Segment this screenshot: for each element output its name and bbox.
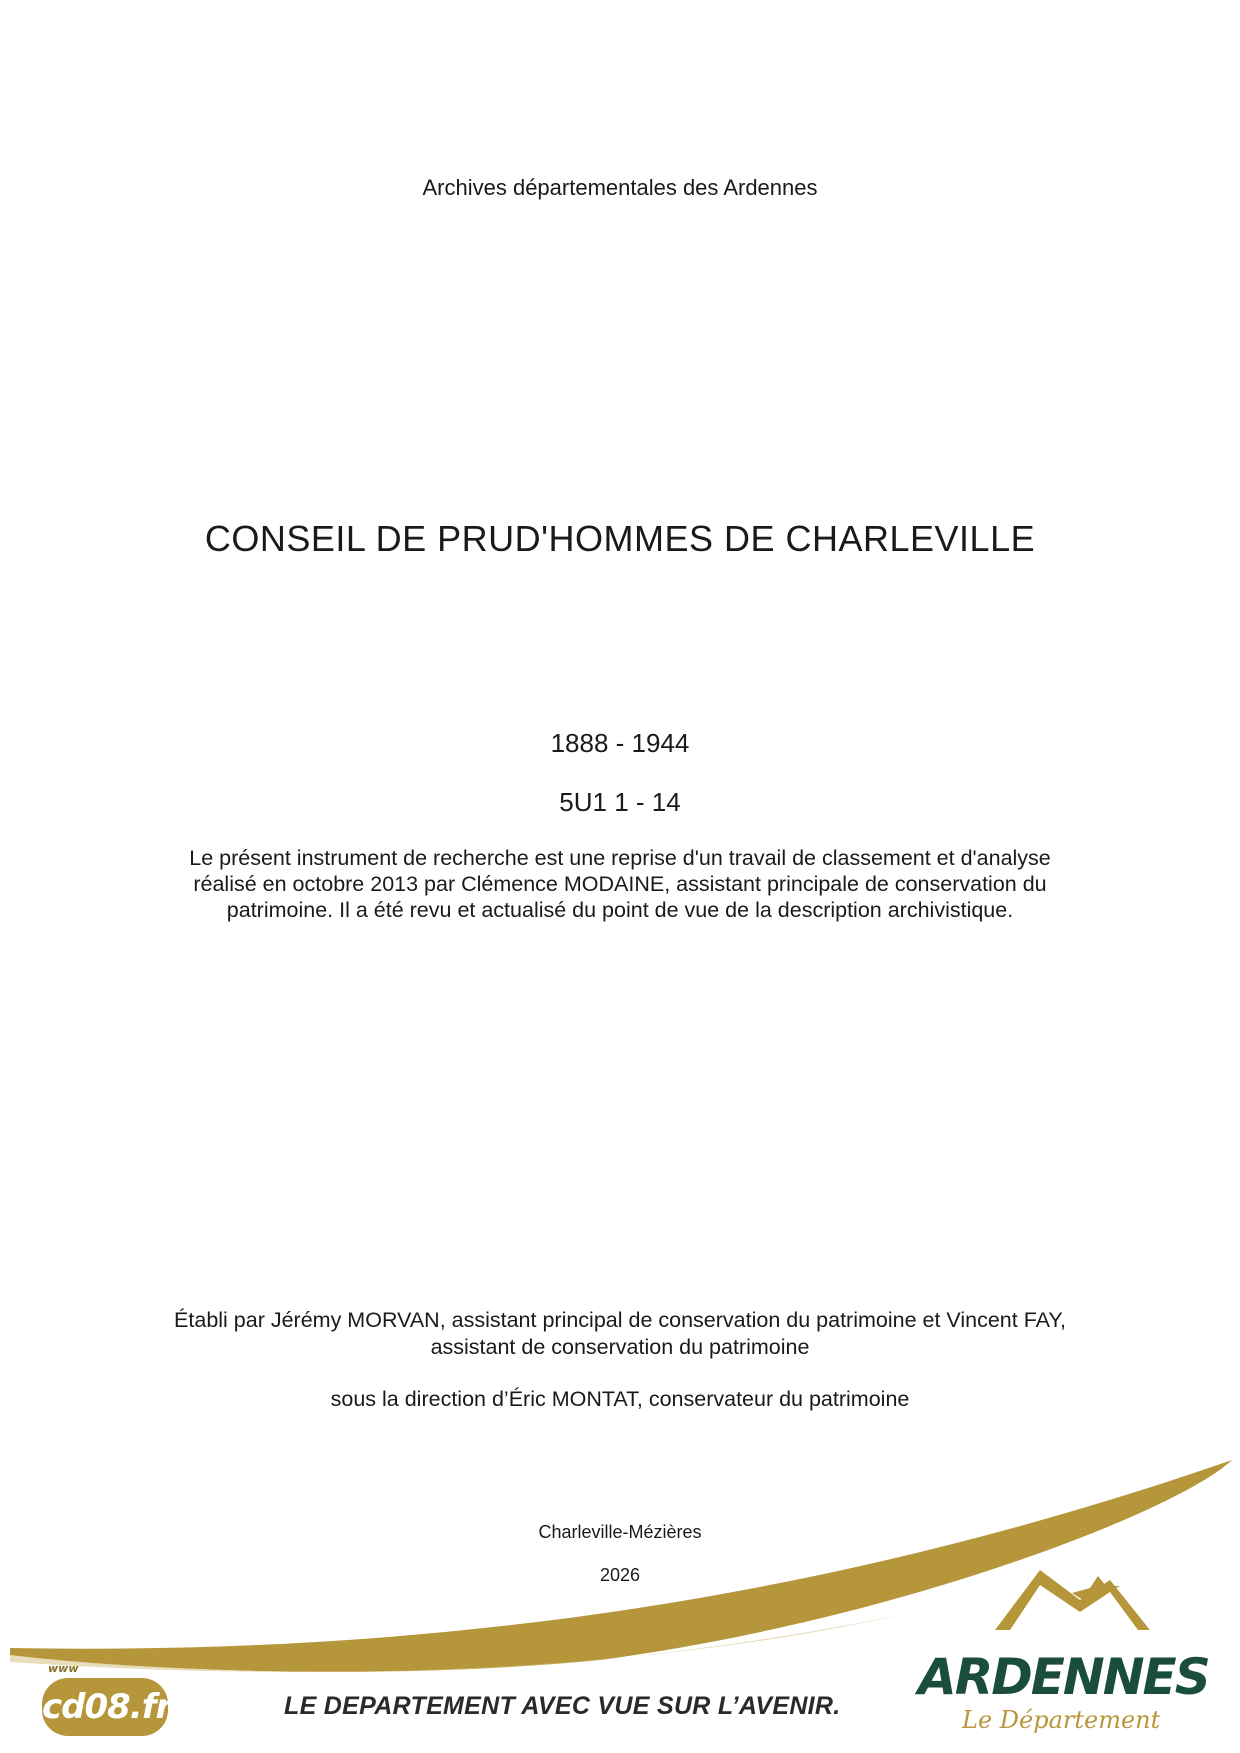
publication-place: Charleville-Mézières (538, 1522, 702, 1542)
authors-credit: Établi par Jérémy MORVAN, assistant principal de conservation du patrimoine et Vincent FAY, assistant de conservation du patrimoine (174, 1308, 1066, 1359)
gold-swoosh (10, 1460, 1232, 1672)
archive-reference: 5U1 1 - 14 (559, 787, 681, 817)
publication-year: 2026 (599, 1565, 641, 1585)
cd08-logo (42, 1662, 172, 1736)
document-title: CONSEIL DE PRUD'HOMMES DE CHARLEVILLE (204, 518, 1036, 559)
intro-paragraph: Le présent instrument de recherche est une reprise d'un travail de classement et d'analyse réalisé en octobre 2013 par Clémence MODAINE, assistant principale de conservation du patrimoine. Il a été revu et actualisé du point de vue de la description archivistique. (189, 846, 1051, 922)
footer-slogan: LE DEPARTEMENT AVEC VUE SUR L’AVENIR. (284, 1692, 841, 1720)
ardennes-logo-subtitle: Le Département (962, 1706, 1161, 1734)
mountain-emblem-icon (995, 1570, 1150, 1630)
cd08-logo-text: cd08.fr (42, 1687, 172, 1727)
institution-name: Archives départementales des Ardennes (422, 175, 818, 200)
direction-credit: sous la direction d’Éric MONTAT, conservateur du patrimoine (330, 1387, 910, 1411)
ardennes-logo-name: ARDENNES (918, 1648, 1209, 1706)
date-range: 1888 - 1944 (550, 728, 690, 758)
cd08-www-label: www (48, 1662, 79, 1675)
